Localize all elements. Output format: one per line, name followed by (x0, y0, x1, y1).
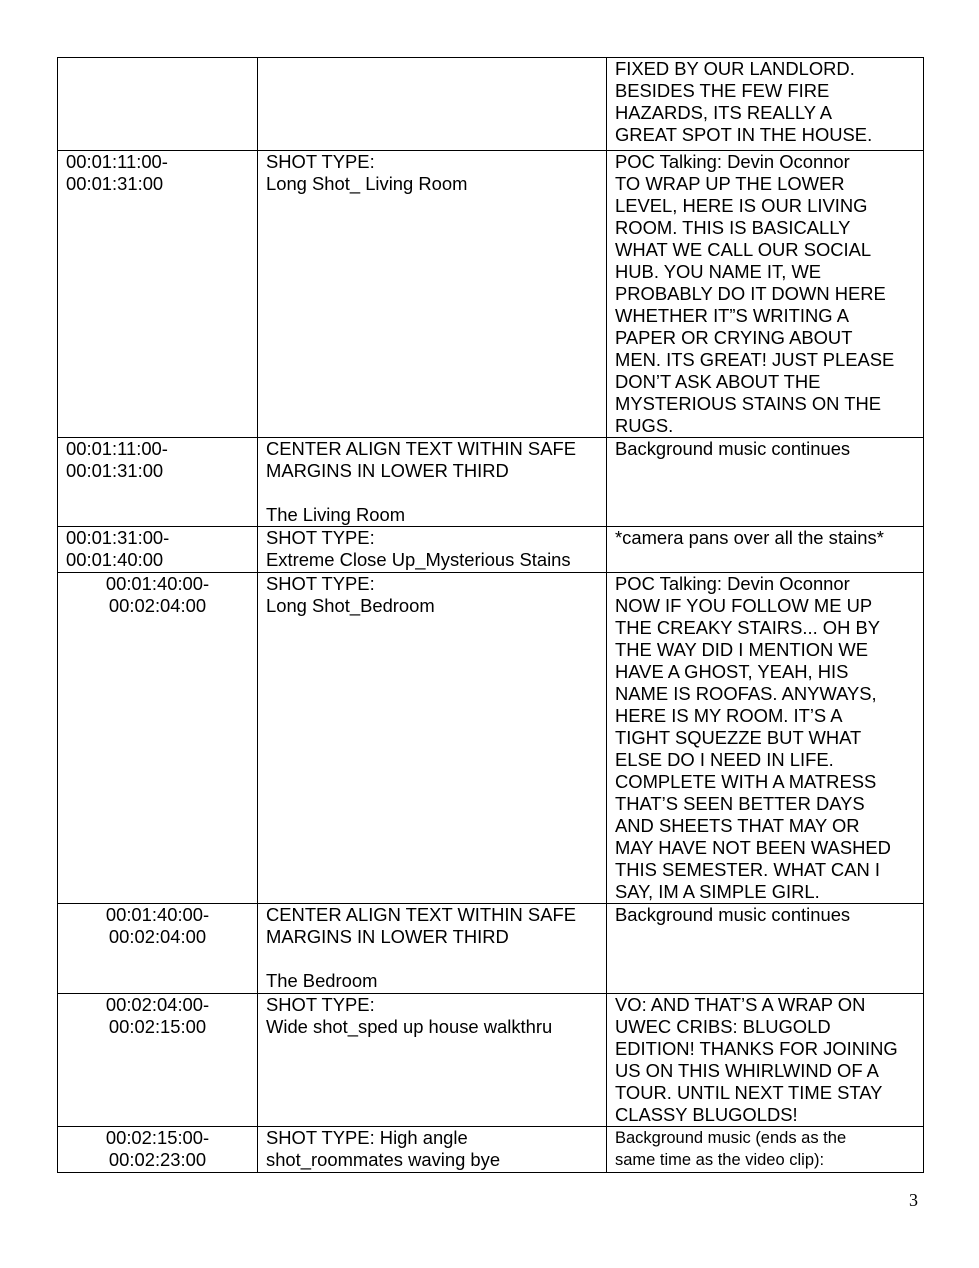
time-line: 00:02:04:00 (108, 926, 207, 947)
time-line: 00:01:31:00 (66, 173, 164, 194)
audio-line: WHAT WE CALL OUR SOCIAL (615, 239, 872, 260)
audio-line: WHETHER IT”S WRITING A (615, 305, 849, 326)
audio-line: TO WRAP UP THE LOWER (615, 173, 845, 194)
time-line: 00:01:40:00- (105, 573, 210, 594)
audio-cell (607, 527, 924, 573)
table-row (58, 527, 924, 573)
audio-line: HUB. YOU NAME IT, WE (615, 261, 822, 282)
time-line: 00:01:11:00- (66, 151, 168, 172)
table-row (58, 151, 924, 438)
audio-line: NOW IF YOU FOLLOW ME UP (615, 595, 873, 616)
shot-line: Long Shot_Bedroom (266, 595, 435, 616)
timecode-cell (58, 151, 258, 438)
audio-line: UWEC CRIBS: BLUGOLD (615, 1016, 831, 1037)
audio-line: FIXED BY OUR LANDLORD. (615, 58, 855, 79)
time-line: 00:01:40:00 (66, 549, 164, 570)
shot-line: The Living Room (266, 504, 406, 525)
audio-line: VO: AND THAT’S A WRAP ON (615, 994, 866, 1015)
shot-line: CENTER ALIGN TEXT WITHIN SAFE (266, 438, 576, 459)
shot-line: Wide shot_sped up house walkthru (266, 1016, 553, 1037)
audio-line: THIS SEMESTER. WHAT CAN I (615, 859, 880, 880)
audio-line: CLASSY BLUGOLDS! (615, 1104, 798, 1125)
audio-line: THE WAY DID I MENTION WE (615, 639, 869, 660)
audio-cell (607, 58, 924, 151)
shot-line: shot_roommates waving bye (266, 1149, 501, 1170)
shot-cell (258, 1127, 607, 1173)
shot-line (266, 948, 598, 970)
audio-cell (607, 573, 924, 904)
audio-cell (607, 994, 924, 1127)
time-line: 00:01:40:00- (105, 904, 210, 925)
table-row (58, 994, 924, 1127)
audio-cell (607, 904, 924, 994)
shot-cell (258, 994, 607, 1127)
audio-line: Background music continues (615, 904, 851, 925)
timecode-cell (58, 573, 258, 904)
audio-line: Background music continues (615, 438, 851, 459)
shot-line: SHOT TYPE: (266, 994, 375, 1015)
audio-line: US ON THIS WHIRLWIND OF A (615, 1060, 879, 1081)
shot-line: CENTER ALIGN TEXT WITHIN SAFE (266, 904, 576, 925)
time-line: 00:02:15:00- (105, 1127, 210, 1148)
shot-cell (258, 151, 607, 438)
audio-line: TIGHT SQUEZZE BUT WHAT (615, 727, 862, 748)
timecode-cell (58, 438, 258, 527)
shot-cell (258, 58, 607, 151)
timecode-cell (58, 994, 258, 1127)
audio-line: RUGS. (615, 415, 674, 436)
timecode-cell (58, 58, 258, 151)
script-table (57, 57, 924, 1173)
audio-cell (607, 151, 924, 438)
shot-cell (258, 438, 607, 527)
audio-line: TOUR. UNTIL NEXT TIME STAY (615, 1082, 883, 1103)
shot-cell (258, 527, 607, 573)
shot-line: Extreme Close Up_Mysterious Stains (266, 549, 571, 570)
audio-line: DON’T ASK ABOUT THE (615, 371, 821, 392)
shot-line: MARGINS IN LOWER THIRD (266, 460, 509, 481)
audio-line: THAT’S SEEN BETTER DAYS (615, 793, 865, 814)
audio-line: Background music (ends as the (615, 1129, 847, 1147)
audio-line: GREAT SPOT IN THE HOUSE. (615, 124, 873, 145)
audio-line: PAPER OR CRYING ABOUT (615, 327, 853, 348)
audio-line: POC Talking: Devin Oconnor (615, 573, 850, 594)
table-row (58, 58, 924, 151)
time-line: 00:02:04:00 (108, 595, 207, 616)
time-line: 00:02:04:00- (105, 994, 210, 1015)
audio-cell (607, 1127, 924, 1173)
shot-line (266, 482, 598, 504)
audio-line: MAY HAVE NOT BEEN WASHED (615, 837, 891, 858)
script-table-body (58, 58, 924, 1173)
audio-line: PROBABLY DO IT DOWN HERE (615, 283, 886, 304)
shot-line: SHOT TYPE: (266, 151, 375, 172)
audio-line: ELSE DO I NEED IN LIFE. (615, 749, 834, 770)
audio-line: MEN. ITS GREAT! JUST PLEASE (615, 349, 895, 370)
shot-line: SHOT TYPE: (266, 573, 375, 594)
audio-line: HERE IS MY ROOM. IT’S A (615, 705, 843, 726)
shot-line: Long Shot_ Living Room (266, 173, 468, 194)
audio-line: LEVEL, HERE IS OUR LIVING (615, 195, 868, 216)
audio-line: EDITION! THANKS FOR JOINING (615, 1038, 898, 1059)
time-line: 00:02:15:00 (108, 1016, 207, 1037)
shot-line: SHOT TYPE: High angle (266, 1127, 468, 1148)
audio-line: HAZARDS, ITS REALLY A (615, 102, 833, 123)
shot-cell (258, 904, 607, 994)
audio-line: HAVE A GHOST, YEAH, HIS (615, 661, 849, 682)
audio-line: POC Talking: Devin Oconnor (615, 151, 850, 172)
shot-line: SHOT TYPE: (266, 527, 375, 548)
audio-line: MYSTERIOUS STAINS ON THE (615, 393, 882, 414)
shot-line: MARGINS IN LOWER THIRD (266, 926, 509, 947)
table-row (58, 573, 924, 904)
shot-cell (258, 573, 607, 904)
audio-line: SAY, IM A SIMPLE GIRL. (615, 881, 820, 902)
timecode-cell (58, 904, 258, 994)
audio-line: *camera pans over all the stains* (615, 527, 884, 548)
audio-cell (607, 438, 924, 527)
audio-line: same time as the video clip): (615, 1151, 825, 1169)
table-row (58, 1127, 924, 1173)
time-line: 00:01:31:00- (66, 527, 170, 548)
shot-line: The Bedroom (266, 970, 378, 991)
timecode-cell (58, 527, 258, 573)
table-row (58, 438, 924, 527)
audio-line: THE CREAKY STAIRS... OH BY (615, 617, 881, 638)
audio-line: BESIDES THE FEW FIRE (615, 80, 830, 101)
page-number: 3 (909, 1190, 918, 1210)
audio-line: ROOM. THIS IS BASICALLY (615, 217, 851, 238)
time-line: 00:01:31:00 (66, 460, 164, 481)
time-line: 00:01:11:00- (66, 438, 168, 459)
table-row (58, 904, 924, 994)
timecode-cell (58, 1127, 258, 1173)
time-line: 00:02:23:00 (108, 1149, 207, 1170)
audio-line: NAME IS ROOFAS. ANYWAYS, (615, 683, 877, 704)
audio-line: AND SHEETS THAT MAY OR (615, 815, 860, 836)
audio-line: COMPLETE WITH A MATRESS (615, 771, 877, 792)
